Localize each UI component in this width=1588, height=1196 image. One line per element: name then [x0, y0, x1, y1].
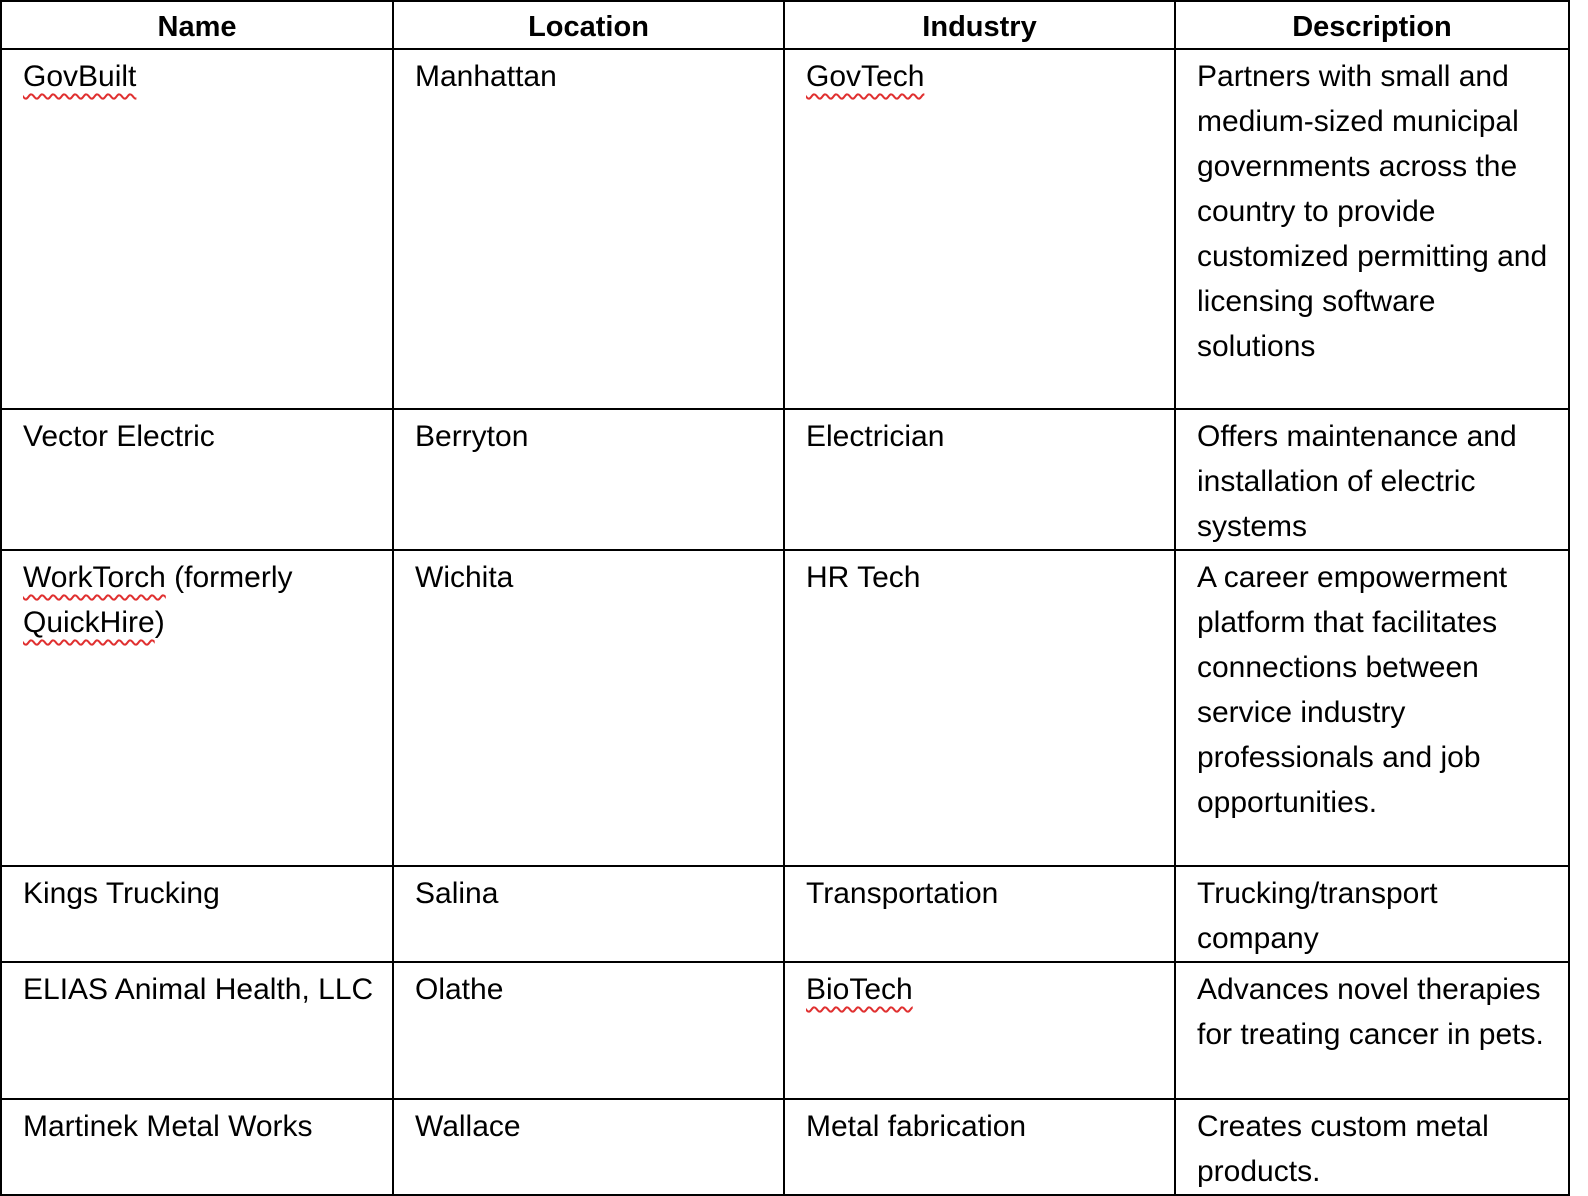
- cell-name-part: ): [154, 606, 165, 639]
- cell-name-part: (formerly: [165, 561, 293, 594]
- cell-name[interactable]: [1, 550, 393, 866]
- header-name: Name: [1, 1, 393, 49]
- cell-name[interactable]: Kings Trucking: [1, 866, 393, 962]
- cell-description[interactable]: A career empowerment platform that facilitates connections between service industry professionals and job opportunities.: [1175, 550, 1569, 866]
- header-industry: Industry: [784, 1, 1175, 49]
- cell-description[interactable]: Advances novel therapies for treating cancer in pets.: [1175, 962, 1569, 1099]
- cell-location[interactable]: Berryton: [393, 409, 784, 550]
- cell-industry[interactable]: Electrician: [784, 409, 1175, 550]
- table-row: [1, 550, 1569, 866]
- cell-location[interactable]: Wallace: [393, 1099, 784, 1195]
- cell-description[interactable]: Creates custom metal products.: [1175, 1099, 1569, 1195]
- cell-industry-text: GovTech: [806, 60, 925, 93]
- cell-industry[interactable]: HR Tech: [784, 550, 1175, 866]
- table-row: [1, 49, 1569, 409]
- cell-name[interactable]: ELIAS Animal Health, LLC: [1, 962, 393, 1099]
- cell-industry[interactable]: [784, 962, 1175, 1099]
- cell-industry[interactable]: Transportation: [784, 866, 1175, 962]
- header-location: Location: [393, 1, 784, 49]
- table-row: [1, 409, 1569, 550]
- cell-description[interactable]: Partners with small and medium-sized municipal governments across the country to provide customized permitting and licensing software solutions: [1175, 49, 1569, 409]
- table-row: [1, 962, 1569, 1099]
- header-row: [1, 1, 1569, 49]
- cell-location[interactable]: Salina: [393, 866, 784, 962]
- cell-industry[interactable]: Metal fabrication: [784, 1099, 1175, 1195]
- cell-name[interactable]: [1, 49, 393, 409]
- cell-location[interactable]: Manhattan: [393, 49, 784, 409]
- cell-description[interactable]: Offers maintenance and installation of electric systems: [1175, 409, 1569, 550]
- cell-name-part: WorkTorch: [23, 561, 166, 594]
- cell-location[interactable]: Olathe: [393, 962, 784, 1099]
- header-description: Description: [1175, 1, 1569, 49]
- cell-name[interactable]: Martinek Metal Works: [1, 1099, 393, 1195]
- cell-description[interactable]: Trucking/transport company: [1175, 866, 1569, 962]
- table-row: [1, 1099, 1569, 1195]
- table-row: [1, 866, 1569, 962]
- cell-name-part: QuickHire: [23, 606, 155, 639]
- cell-industry-text: BioTech: [806, 973, 913, 1006]
- cell-industry[interactable]: [784, 49, 1175, 409]
- cell-location[interactable]: Wichita: [393, 550, 784, 866]
- cell-name-text: GovBuilt: [23, 60, 137, 93]
- cell-name[interactable]: Vector Electric: [1, 409, 393, 550]
